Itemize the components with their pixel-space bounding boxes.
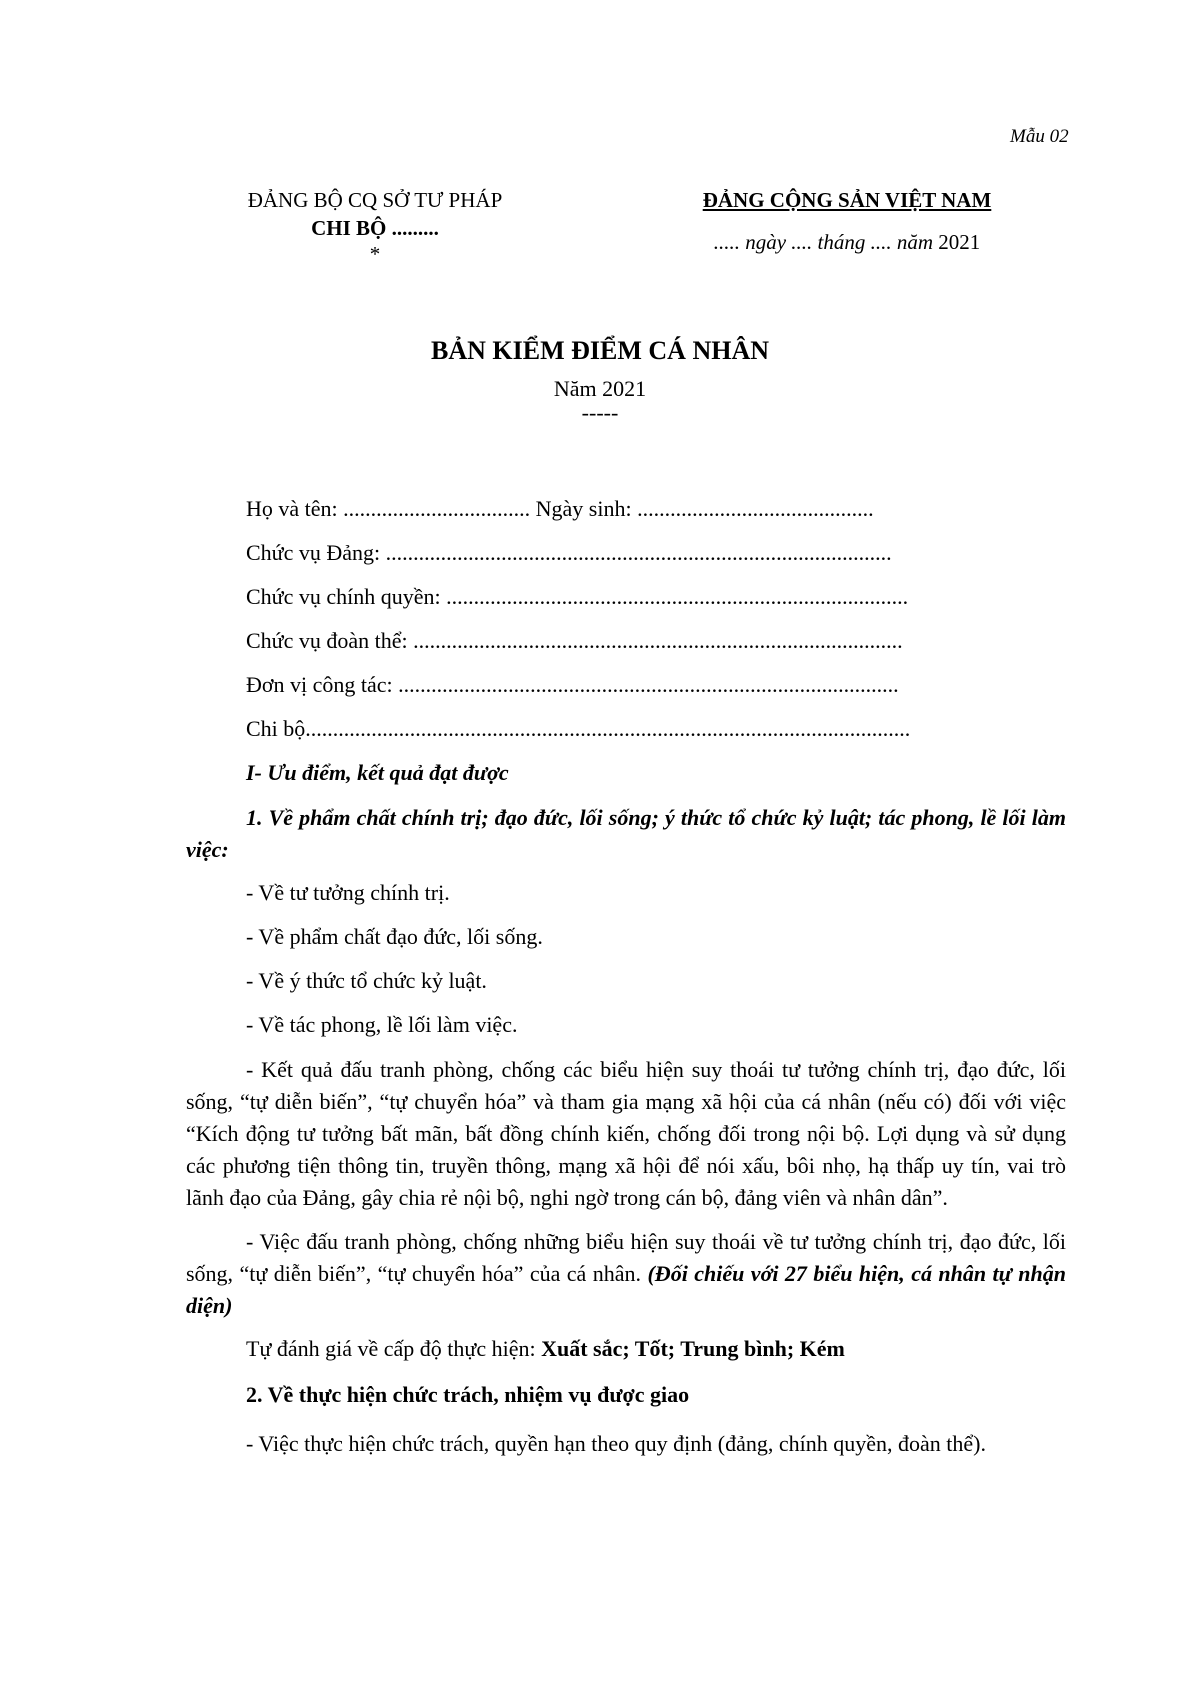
asterisk-mark: * xyxy=(369,242,381,266)
paragraph-prevention-note: (Đối chiếu với 27 biểu hiện, cá nhân tự nhận diện) xyxy=(186,1261,1066,1318)
document-title: BẢN KIỂM ĐIỂM CÁ NHÂN xyxy=(431,336,769,365)
title-divider: ----- xyxy=(581,400,619,425)
document-body xyxy=(186,494,1066,1472)
paragraph-prevention-text: - Việc đấu tranh phòng, chống những biểu hiện suy thoái về tư tưởng chính trị, đạo đức, lối sống, “tự diễn biến”, “tự chuyển hóa” của cá nhân. xyxy=(186,1229,1066,1286)
self-assessment-line xyxy=(186,1334,1066,1380)
date-prefix: ..... ngày .... tháng .... năm xyxy=(713,230,939,254)
self-assessment-label: Tự đánh giá về cấp độ thực hiện: xyxy=(246,1336,542,1361)
field-party-position: Chức vụ Đảng: ............................................................................................ xyxy=(246,540,892,565)
header-right xyxy=(642,186,1052,256)
field-party-cell: Chi bộ.............................................................................................................. xyxy=(246,716,911,741)
party-cell-name: CHI BỘ ......... xyxy=(311,216,439,240)
paragraph-struggle-results: - Kết quả đấu tranh phòng, chống các biểu hiện suy thoái tư tưởng chính trị, đạo đức, lối sống, “tự diễn biến”, “tự chuyển hóa” và tham gia mạng xã hội của cá nhân (nếu có) đối với việc “Kích động tư tưởng bất mãn, bất đồng chính kiến, chống đối trong nội bộ. Lợi dụng và sử dụng các phương tiện thông tin, truyền thông, mạng xã hội để nói xấu, bôi nhọ, hạ thấp uy tín, vai trò lãnh đạo của Đảng, gây chia rẻ nội bộ, nghi ngờ trong cán bộ, đảng viên và nhân dân”. xyxy=(186,1057,1066,1210)
section-heading-strengths: I- Ưu điểm, kết quả đạt được xyxy=(246,760,509,785)
party-committee-name: ĐẢNG BỘ CQ SỞ TƯ PHÁP xyxy=(247,188,503,212)
paragraph-prevention xyxy=(186,1226,1066,1322)
subsection-heading-duties: 2. Về thực hiện chức trách, nhiệm vụ được giao xyxy=(246,1382,690,1407)
self-assessment-options: Xuất sắc; Tốt; Trung bình; Kém xyxy=(541,1336,845,1361)
bullet-ethics-lifestyle: - Về phẩm chất đạo đức, lối sống. xyxy=(246,924,543,949)
field-name-birthdate: Họ và tên: .................................. Ngày sinh: ........................................... xyxy=(246,496,874,521)
bullet-working-style: - Về tác phong, lề lối làm việc. xyxy=(246,1012,518,1037)
date-year: 2021 xyxy=(938,230,981,254)
date-line xyxy=(642,228,1052,256)
party-name: ĐẢNG CỘNG SẢN VIỆT NAM xyxy=(702,188,992,212)
header-left xyxy=(200,186,550,268)
bullet-political-ideology: - Về tư tưởng chính trị. xyxy=(246,880,450,905)
document-subtitle: Năm 2021 xyxy=(553,376,647,401)
field-government-position: Chức vụ chính quyền: .................................................................................... xyxy=(246,584,909,609)
paragraph-duties: - Việc thực hiện chức trách, quyền hạn theo quy định (đảng, chính quyền, đoàn thể). xyxy=(246,1431,986,1456)
form-code: Mẫu 02 xyxy=(1010,126,1069,147)
field-union-position: Chức vụ đoàn thể: ......................................................................................... xyxy=(246,628,903,653)
subsection-heading-political-quality: 1. Về phẩm chất chính trị; đạo đức, lối sống; ý thức tổ chức kỷ luật; tác phong, lề lối làm việc: xyxy=(186,805,1066,862)
field-work-unit: Đơn vị công tác: ........................................................................................... xyxy=(246,672,899,697)
bullet-discipline: - Về ý thức tổ chức kỷ luật. xyxy=(246,968,487,993)
